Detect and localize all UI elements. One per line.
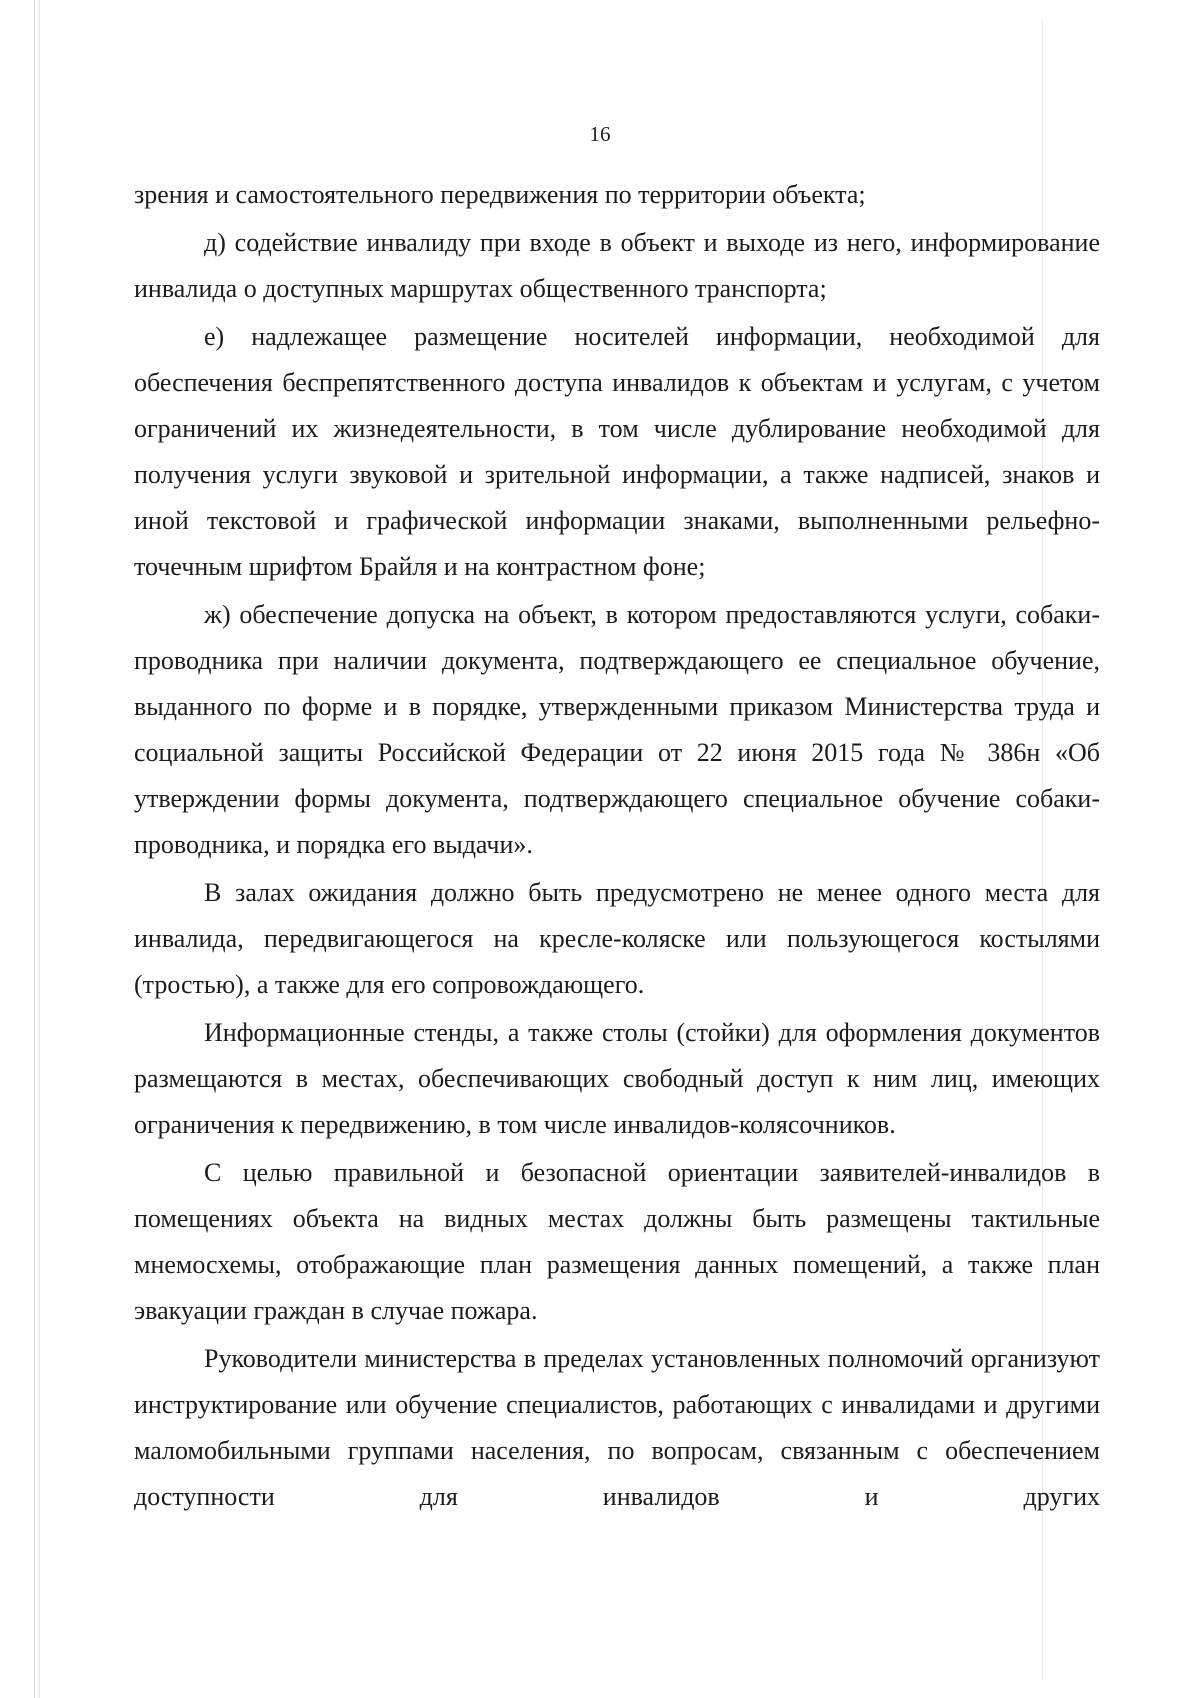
document-body bbox=[134, 172, 1100, 1520]
paragraph-item-zh: ж) обеспечение допуска на объект, в котором предоставляются услуги, собаки-проводника при наличии документа, подтверждающего ее специальное обучение, выданного по форме и в порядке, утвержденными приказом Министерства труда и социальной защиты Российской Федерации от 22 июня 2015 года № 386н «Об утверждении формы документа, подтверждающего специальное обучение собаки-проводника, и порядка его выдачи». bbox=[134, 600, 1100, 859]
paragraph-continuation: зрения и самостоятельного передвижения по территории объекта; bbox=[134, 180, 866, 209]
paragraph-item-e: е) надлежащее размещение носителей информации, необходимой для обеспечения беспрепятственного доступа инвалидов к объектам и услугам, с учетом ограничений их жизнедеятельности, в том числе дублирование необходимой для получения услуги звуковой и зрительной информации, а также надписей, знаков и иной текстовой и графической информации знаками, выполненными рельефно-точечным шрифтом Брайля и на контрастном фоне; bbox=[134, 322, 1100, 581]
paragraph-item-d: д) содействие инвалиду при входе в объект и выходе из него, информирование инвалида о доступных маршрутах общественного транспорта; bbox=[134, 228, 1100, 303]
paragraph-managers: Руководители министерства в пределах установленных полномочий организуют инструктирование или обучение специалистов, работающих с инвалидами и другими маломобильными группами населения, по вопросам, связанным с обеспечением доступности для инвалидов и других bbox=[134, 1344, 1100, 1511]
scan-border-left bbox=[34, 0, 40, 1698]
page-number: 16 bbox=[589, 122, 611, 146]
paragraph-tactile-schemes: С целью правильной и безопасной ориентации заявителей-инвалидов в помещениях объекта на видных местах должны быть размещены тактильные мнемосхемы, отображающие план размещения данных помещений, а также план эвакуации граждан в случае пожара. bbox=[134, 1158, 1100, 1325]
paragraph-waiting-halls: В залах ожидания должно быть предусмотрено не менее одного места для инвалида, передвигающегося на кресле-коляске или пользующегося костылями (тростью), а также для его сопровождающего. bbox=[134, 878, 1100, 999]
paragraph-info-stands: Информационные стенды, а также столы (стойки) для оформления документов размещаются в местах, обеспечивающих свободный доступ к ним лиц, имеющих ограничения к передвижению, в том числе инвалидов-колясочников. bbox=[134, 1018, 1100, 1139]
